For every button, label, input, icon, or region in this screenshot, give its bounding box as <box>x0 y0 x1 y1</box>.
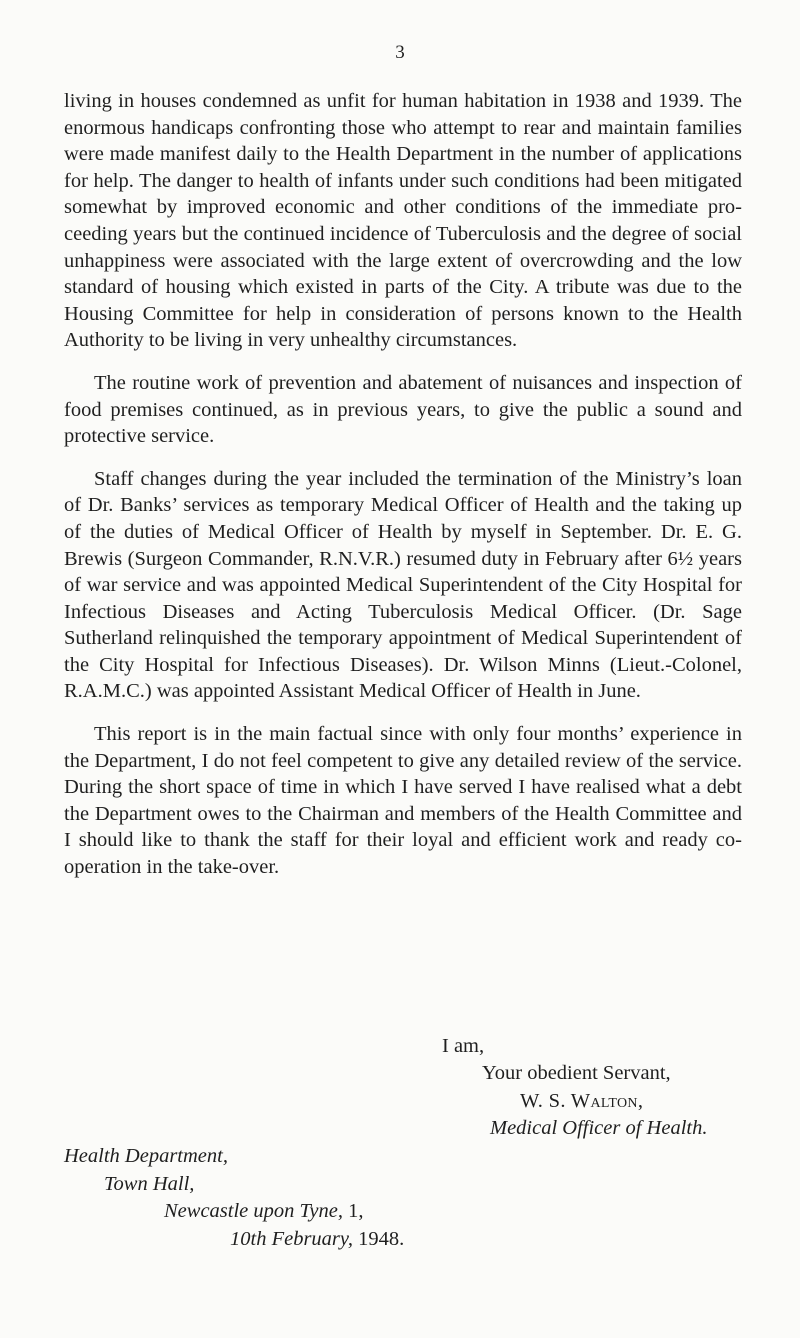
paragraph-staff-changes: Staff changes during the year included the termination of the Ministry’s loan of Dr. Banks’ services as temporary Medical Officer of Health and the taking up of the duties of Medical Officer of Health by myself in September. Dr. E. G. Brewis (Surgeon Commander, R.N.V.R.) resumed duty in February after 6½ years of war service and was appointed Medical Superintendent of the City Hospital for Infectious Diseases and Acting Tuberculosis Medical Officer. (Dr. Sage Sutherland relinquished the temporary appointment of Medical Superintendent of the City Hospital for Infectious Diseases). Dr. Wilson Minns (Lieut.-Colonel, R.A.M.C.) was appointed Assistant Medical Officer of Health in June. <box>64 467 742 703</box>
letter-date-year: 1948. <box>353 1228 405 1250</box>
letter-date-day: 10th February, <box>230 1228 353 1250</box>
address-department: Health Department, <box>64 1145 228 1167</box>
signatory-name: W. S. Walton, <box>520 1090 644 1112</box>
page-number: 3 <box>395 42 405 63</box>
paragraph-acknowledgement: This report is in the main factual since with only four months’ experience in the Department, I do not feel competent to give any detailed review of the service. During the short space of time in which I have served I have realised what a debt the Department owes to the Chairman and members of the Health Committee and I should like to thank the staff for their loyal and efficient work and ready co-operation in the take-over. <box>64 723 742 879</box>
closing-i-am: I am, <box>442 1035 485 1057</box>
paragraph-nuisances: The routine work of prevention and abatement of nuisances and inspection of food premises continued, as in previous years, to give the public a sound and protective service. <box>64 371 742 448</box>
letter-date <box>230 1226 404 1253</box>
paragraph-housing: living in houses condemned as unfit for human habitation in 1938 and 1939. The enormous handicaps confronting those who attempt to rear and maintain families were made manifest daily to the Health Department in the number of applications for help. The danger to health of infants under such conditions had been mitigated somewhat by improved economic and other conditions of the immediate pro- ceeding years but the continued incidence of Tuberculosis and the degree of social unhappiness were associated with the large extent of overcrowding and the low standard of housing which existed in parts of the City. A tribute was due to the Housing Committee for help in consideration of persons known to the Health Authority to be living in very unhealthy circumstances. <box>64 90 742 352</box>
address-city <box>164 1198 363 1225</box>
address-postal-district: 1, <box>342 1200 364 1222</box>
address-building: Town Hall, <box>104 1173 195 1195</box>
report-body <box>64 88 742 897</box>
address-city-name: Newcastle upon Tyne, <box>164 1200 343 1222</box>
closing-obedient-servant: Your obedient Servant, <box>482 1062 671 1084</box>
signatory-title: Medical Officer of Health. <box>490 1117 708 1139</box>
